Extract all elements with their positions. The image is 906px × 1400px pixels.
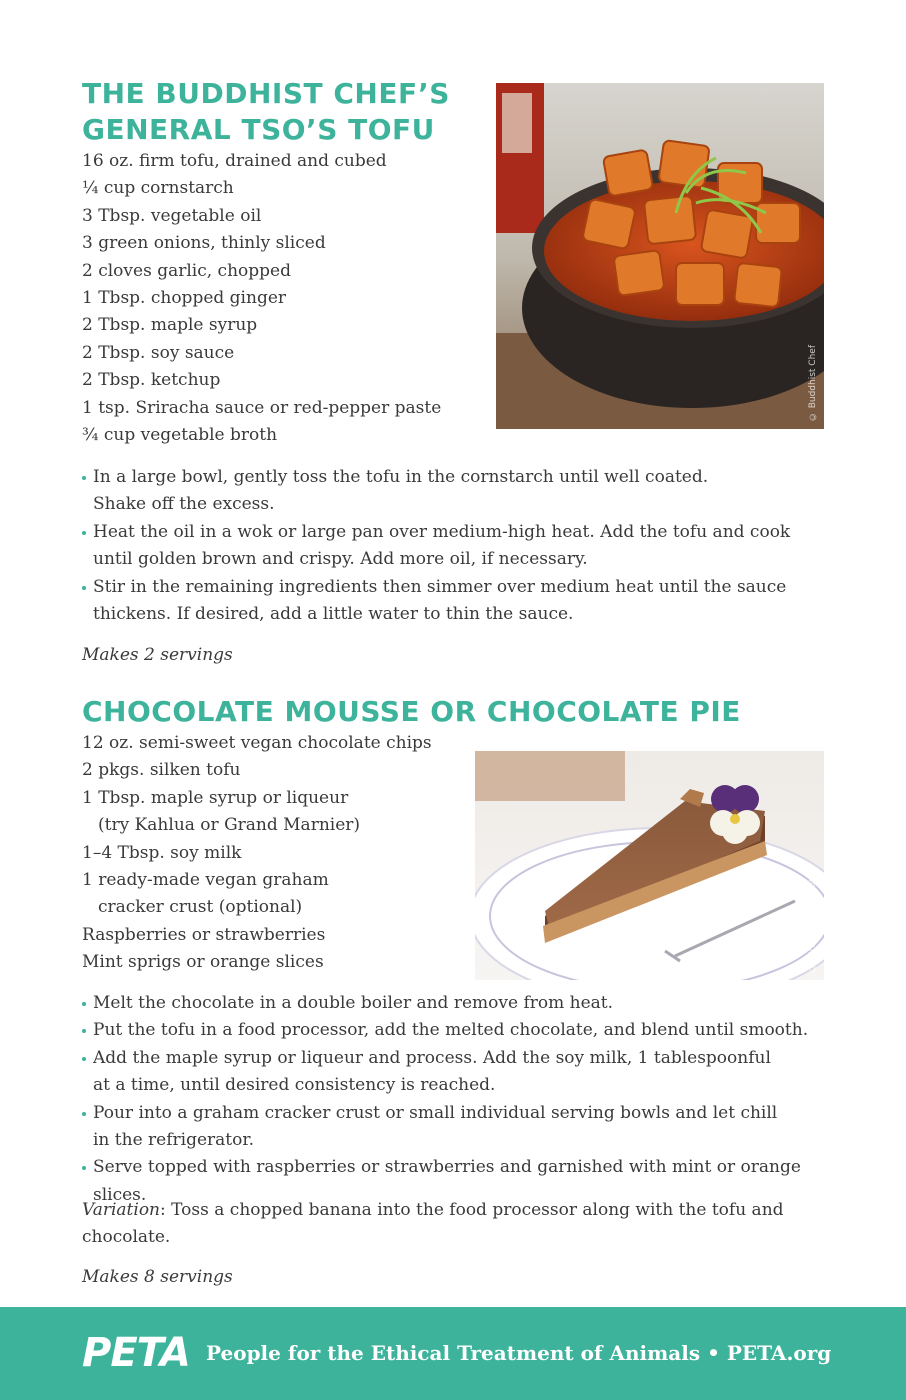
ingredient-item: Raspberries or strawberries bbox=[82, 924, 326, 945]
ingredient-item: 2 Tbsp. soy sauce bbox=[82, 342, 235, 363]
photo-credit-buddhist-chef: © Buddhist Chef bbox=[808, 344, 818, 421]
ingredient-item: 2 cloves garlic, chopped bbox=[82, 260, 291, 281]
ingredient-item: 1–4 Tbsp. soy milk bbox=[82, 842, 242, 863]
bullet-dot-icon bbox=[82, 1112, 86, 1116]
recipe-2-title: CHOCOLATE MOUSSE OR CHOCOLATE PIE bbox=[82, 695, 741, 728]
variation-text: : Toss a chopped banana into the food processor along with the tofu and chocolate. bbox=[82, 1200, 784, 1248]
bullet-dot-icon bbox=[82, 1029, 86, 1033]
ingredient-item: (try Kahlua or Grand Marnier) bbox=[98, 815, 361, 836]
step-item: Serve topped with raspberries or strawberries and garnished with mint or orange slices. bbox=[82, 1154, 822, 1209]
ingredient-item: 1 Tbsp. chopped ginger bbox=[82, 288, 287, 309]
ingredient-item: 1 tsp. Sriracha sauce or red-pepper paste bbox=[82, 397, 442, 418]
ingredient-item: cracker crust (optional) bbox=[98, 897, 303, 918]
photo-credit-istock: © iStock.com/jenifoto bbox=[808, 872, 818, 972]
ingredient-item: 2 Tbsp. maple syrup bbox=[82, 315, 258, 336]
recipe-1-title bbox=[82, 76, 450, 148]
bullet-dot-icon bbox=[82, 531, 86, 535]
recipe-2-steps bbox=[82, 990, 822, 1209]
bullet-dot-icon bbox=[82, 1057, 86, 1061]
recipe-2-ingredients bbox=[82, 730, 432, 977]
variation-label: Variation bbox=[82, 1200, 161, 1220]
ingredient-item: 16 oz. firm tofu, drained and cubed bbox=[82, 151, 387, 171]
ingredient-item: 1 ready-made vegan graham bbox=[82, 870, 329, 891]
ingredient-item: 3 green onions, thinly sliced bbox=[82, 233, 326, 254]
bullet-dot-icon bbox=[82, 476, 86, 480]
recipe-1-title-line-2: GENERAL TSO’S TOFU bbox=[82, 113, 435, 146]
recipe-1-steps bbox=[82, 464, 822, 628]
ingredient-item: 2 Tbsp. ketchup bbox=[82, 370, 221, 391]
ingredient-item: 3 Tbsp. vegetable oil bbox=[82, 205, 262, 226]
bullet-dot-icon bbox=[82, 1166, 86, 1170]
bullet-dot-icon bbox=[82, 586, 86, 590]
bullet-dot-icon bbox=[82, 1002, 86, 1006]
tofu-bowl-image bbox=[496, 83, 824, 429]
footer-tagline-main: People for the Ethical Treatment of Animals bbox=[206, 1341, 701, 1365]
footer-bar bbox=[0, 1307, 906, 1400]
step-item: Put the tofu in a food processor, add the melted chocolate, and blend until smooth. bbox=[82, 1017, 822, 1044]
recipe-1-title-line-1: THE BUDDHIST CHEF’S bbox=[82, 77, 450, 110]
ingredient-item: ¾ cup vegetable broth bbox=[82, 425, 278, 446]
recipe-1-servings: Makes 2 servings bbox=[82, 645, 233, 665]
chocolate-pie-image bbox=[475, 751, 824, 980]
step-item: Melt the chocolate in a double boiler and remove from heat. bbox=[82, 990, 822, 1017]
ingredient-item: 1 Tbsp. maple syrup or liqueur bbox=[82, 787, 349, 808]
ingredient-item: 2 pkgs. silken tofu bbox=[82, 760, 241, 781]
step-item: Stir in the remaining ingredients then simmer over medium heat until the sauce thickens. If desired, add a little water to thin the sauce. bbox=[82, 574, 822, 629]
footer-separator: • bbox=[707, 1341, 720, 1365]
footer-tagline bbox=[206, 1339, 831, 1367]
chocolate-pie-photo bbox=[475, 751, 824, 980]
step-item: Heat the oil in a wok or large pan over medium-high heat. Add the tofu and cook until golden brown and crispy. Add more oil, if necessary. bbox=[82, 519, 822, 574]
ingredient-item: Mint sprigs or orange slices bbox=[82, 952, 324, 973]
peta-logo: PETA bbox=[82, 1330, 190, 1376]
step-item: Add the maple syrup or liqueur and process. Add the soy milk, 1 tablespoonful at a time, until desired consistency is reached. bbox=[82, 1045, 822, 1100]
general-tso-tofu-photo bbox=[496, 83, 824, 429]
step-item: Pour into a graham cracker crust or small individual serving bowls and let chill in the refrigerator. bbox=[82, 1100, 822, 1155]
recipe-2-servings: Makes 8 servings bbox=[82, 1267, 233, 1287]
recipe-2-variation bbox=[82, 1197, 812, 1252]
step-item: In a large bowl, gently toss the tofu in the cornstarch until well coated. Shake off the excess. bbox=[82, 464, 822, 519]
footer-url[interactable]: PETA.org bbox=[726, 1341, 832, 1365]
ingredient-item: ¼ cup cornstarch bbox=[82, 178, 234, 199]
ingredient-item: 12 oz. semi-sweet vegan chocolate chips bbox=[82, 733, 432, 753]
recipe-1-ingredients bbox=[82, 148, 441, 449]
